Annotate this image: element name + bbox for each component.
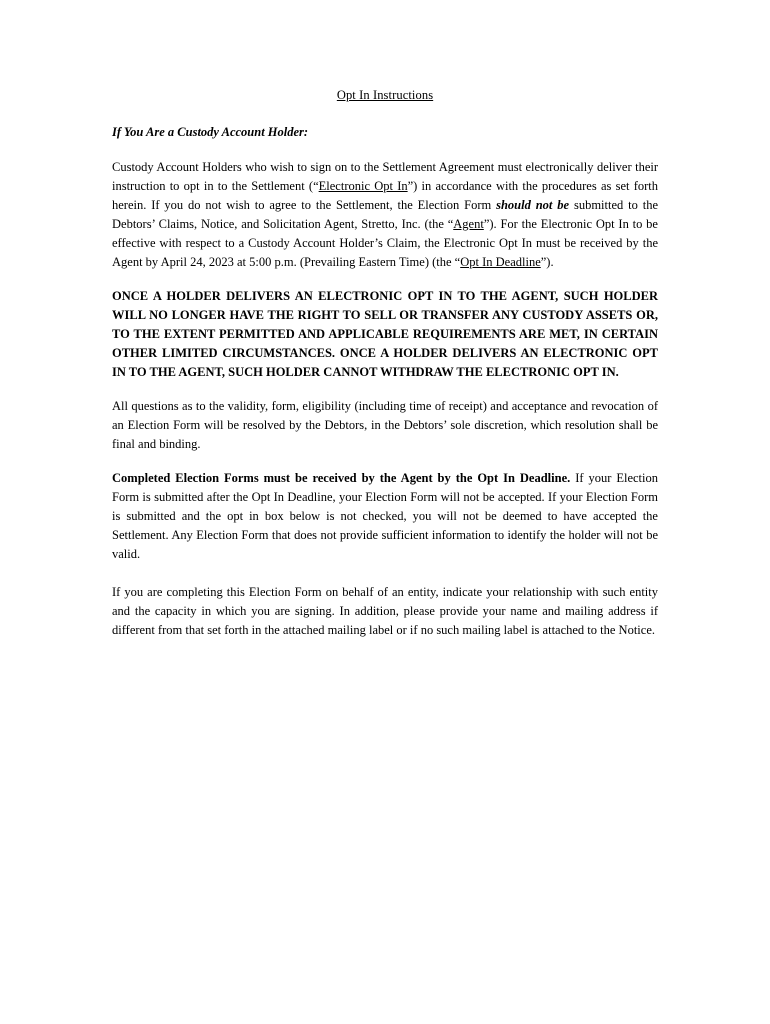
defined-term-electronic-opt-in: Electronic Opt In <box>318 179 408 193</box>
paragraph-text-part: ”). <box>540 255 554 269</box>
section-heading: If You Are a Custody Account Holder: <box>112 125 309 139</box>
paragraph-text-part: submitted to the Debtors’ Claims, Notice, and Solicitation Agent, Stretto, Inc. (the “ <box>112 198 658 231</box>
paragraph-text-part: ”). For the Electronic Opt In to be effective with respect to a Custody Account Holder’s Claim, the Electronic Opt In must be received by the Agent by April 24, 2023 at 5:00 p.m. (Prevailing Eastern Time) (the “ <box>112 217 658 269</box>
paragraph-validity-questions: All questions as to the validity, form, eligibility (including time of receipt) and acceptance and revocation of an Election Form will be resolved by the Debtors, in the Debtors’ sole discretion, which resolution shall be final and binding. <box>112 399 658 451</box>
bold-lead-in: Completed Election Forms must be received by the Agent by the Opt In Deadline. <box>112 471 571 485</box>
paragraph-text-part: ”) in accordance with the procedures as set forth herein. If you do not wish to agree to the Settlement, the Election Form <box>112 179 658 212</box>
paragraph-text-part: If your Election Form is submitted after the Opt In Deadline, your Election Form will not be accepted. If your Election Form is submitted and the opt in box below is not checked, you will not be deemed to have accepted the Settlement. Any Election Form that does not provide sufficient information to identify the holder will not be valid. <box>112 471 659 561</box>
paragraph-opt-in-procedure <box>112 158 658 272</box>
paragraph-entity-signing: If you are completing this Election Form on behalf of an entity, indicate your relationship with such entity and the capacity in which you are signing. In addition, please provide your name and mailing address if different from that set forth in the attached mailing label or if no such mailing label is attached to the Notice. <box>112 585 658 637</box>
defined-term-agent: Agent <box>453 217 484 231</box>
page-title: Opt In Instructions <box>336 88 434 102</box>
paragraph-holder-warning: ONCE A HOLDER DELIVERS AN ELECTRONIC OPT IN TO THE AGENT, SUCH HOLDER WILL NO LONGER HAVE THE RIGHT TO SELL OR TRANSFER ANY CUSTODY ASSETS OR, TO THE EXTENT PERMITTED AND APPLICABLE REQUIREMENTS ARE MET, IN CERTAIN OTHER LIMITED CIRCUMSTANCES. ONCE A HOLDER DELIVERS AN ELECTRONIC OPT IN TO THE AGENT, SUCH HOLDER CANNOT WITHDRAW THE ELECTRONIC OPT IN. <box>112 289 658 379</box>
paragraph-text-part: Custody Account Holders who wish to sign on to the Settlement Agreement must electronically deliver their instruction to opt in to the Settlement (“ <box>112 160 658 193</box>
emphasis-should-not-be: should not be <box>496 198 570 212</box>
paragraph-deadline-requirements <box>112 469 658 564</box>
defined-term-opt-in-deadline: Opt In Deadline <box>460 255 541 269</box>
